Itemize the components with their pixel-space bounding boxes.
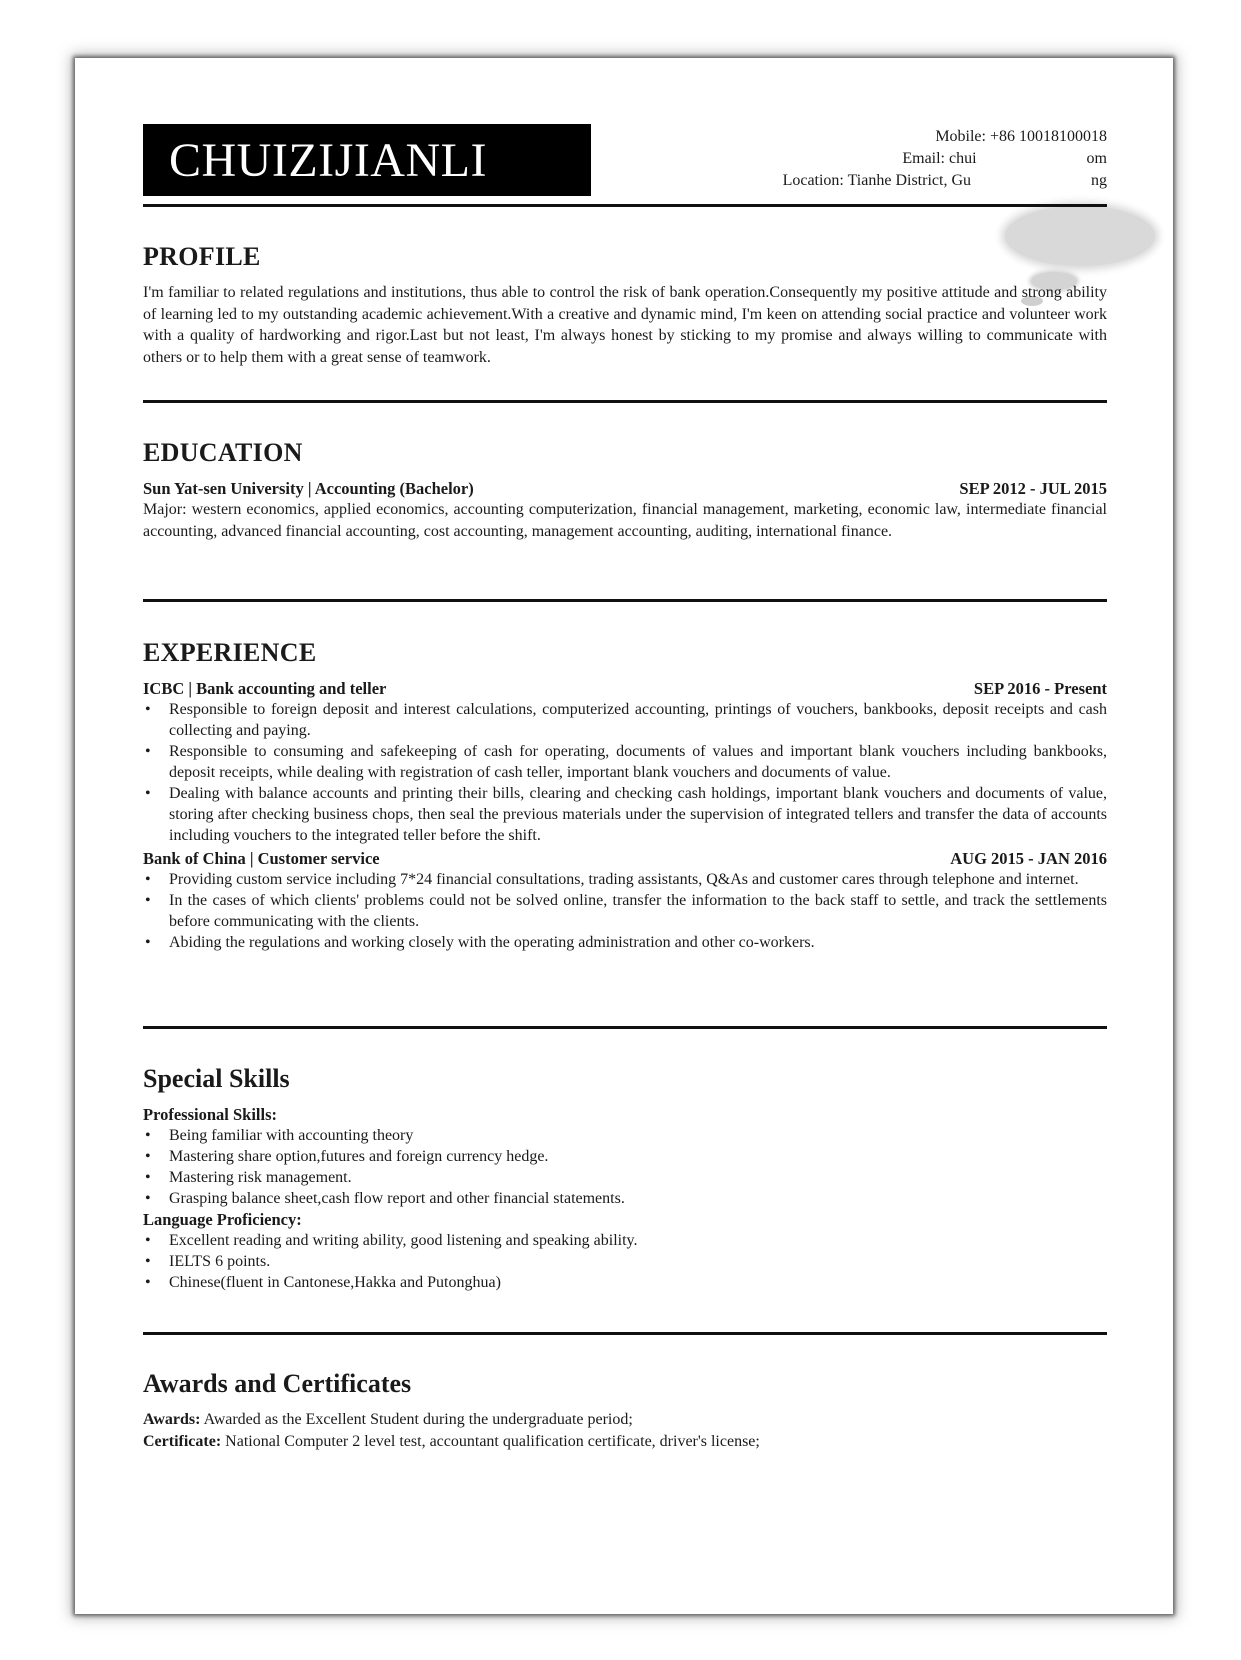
awards-section (143, 1369, 1107, 1453)
email-text: Email: chui (902, 150, 977, 167)
list-item: • Mastering risk management. (143, 1167, 1107, 1188)
section-title: Awards and Certificates (143, 1369, 412, 1398)
list-item: • Providing custom service including 7*24 financial consultations, trading assistants, Q&As and customer cares through telephone and internet. (143, 869, 1107, 890)
job-header-row (143, 678, 1107, 699)
job-entry (143, 848, 1107, 953)
resume-page (75, 58, 1173, 1614)
divider (143, 204, 1107, 207)
resume-header (143, 58, 1107, 218)
location-line (783, 170, 1107, 192)
list-item: • Mastering share option,futures and foreign currency hedge. (143, 1146, 1107, 1167)
list-item: • Responsible to consuming and safekeeping of cash for operating, documents of values and important blank vouchers including bankbooks, deposit receipts, while dealing with registration of cash teller, important blank vouchers and documents of value. (143, 741, 1107, 783)
mobile-line: Mobile: +86 10018100018 (935, 128, 1107, 145)
job-dates: AUG 2015 - JAN 2016 (950, 849, 1107, 868)
email-tail: om (1086, 150, 1107, 167)
list-item: • Grasping balance sheet,cash flow report and other financial statements. (143, 1188, 1107, 1209)
skills-section (143, 1064, 1107, 1293)
section-title: EDUCATION (143, 438, 303, 467)
awards-text: Awarded as the Excellent Student during the undergraduate period; (200, 1411, 633, 1428)
divider (143, 400, 1107, 403)
certificate-label: Certificate: (143, 1433, 222, 1450)
certificate-text: National Computer 2 level test, accountant qualification certificate, driver's license; (221, 1433, 760, 1450)
major-text: Major: western economics, applied economics, accounting computerization, financial management, marketing, economic law, intermediate financial accounting, advanced financial accounting, cost accounting, management accounting, auditing, international finance. (143, 501, 1107, 540)
job-bullets (143, 699, 1107, 846)
job-bullets (143, 869, 1107, 953)
awards-line (143, 1409, 1107, 1431)
job-entry (143, 678, 1107, 846)
school-name: Sun Yat-sen University | Accounting (Bachelor) (143, 479, 474, 498)
job-employer: ICBC | Bank accounting and teller (143, 679, 387, 698)
education-section (143, 438, 1107, 542)
education-dates: SEP 2012 - JUL 2015 (959, 479, 1107, 498)
job-header-row (143, 848, 1107, 869)
experience-section (143, 638, 1107, 953)
divider (143, 1332, 1107, 1335)
email-line (783, 148, 1107, 170)
list-item: • Chinese(fluent in Cantonese,Hakka and Putonghua) (143, 1272, 1107, 1293)
divider (143, 599, 1107, 602)
job-employer: Bank of China | Customer service (143, 849, 380, 868)
profile-text: I'm familiar to related regulations and institutions, thus able to control the risk of bank operation.Consequently my positive attitude and strong ability of learning led to my outstanding academic achievement.With a creative and dynamic mind, I'm keen on attending social practice and volunteer work with a quality of hardworking and rigor.Last but not least, I'm always honest by sticking to my promise and always willing to communicate with others or to help them with a great sense of teamwork. (143, 284, 1107, 366)
candidate-name: CHUIZIJIANLI (143, 124, 591, 196)
job-dates: SEP 2016 - Present (973, 679, 1107, 698)
contact-info (783, 126, 1107, 192)
section-title: PROFILE (143, 242, 261, 271)
section-title: Special Skills (143, 1064, 290, 1093)
list-item: • Responsible to foreign deposit and interest calculations, computerized accounting, printings of vouchers, bankbooks, deposit receipts and cash collecting and paying. (143, 699, 1107, 741)
profile-section (143, 242, 1107, 368)
awards-label: Awards: (143, 1411, 201, 1428)
list-item: • Excellent reading and writing ability, good listening and speaking ability. (143, 1230, 1107, 1251)
list-item: • Dealing with balance accounts and printing their bills, clearing and checking cash holdings, important blank vouchers and documents of value, storing after checking business chops, then seal the previous materials under the supervision of integrated tellers and transfer the data of accounts including vouchers to the integrated teller before the shift. (143, 783, 1107, 846)
language-skills-list (143, 1230, 1107, 1293)
location-text: Location: Tianhe District, Gu (782, 172, 971, 189)
list-item: • Being familiar with accounting theory (143, 1125, 1107, 1146)
certificate-line (143, 1431, 1107, 1453)
skills-subheading: Language Proficiency: (143, 1210, 302, 1229)
section-title: EXPERIENCE (143, 638, 317, 667)
list-item: • IELTS 6 points. (143, 1251, 1107, 1272)
resume-content (143, 58, 1107, 1450)
skills-subheading: Professional Skills: (143, 1105, 278, 1124)
divider (143, 1026, 1107, 1029)
professional-skills-list (143, 1125, 1107, 1209)
education-header-row (143, 478, 1107, 499)
location-tail: ng (1091, 172, 1107, 189)
list-item: • Abiding the regulations and working closely with the operating administration and other co-workers. (143, 932, 1107, 953)
list-item: • In the cases of which clients' problems could not be solved online, transfer the information to the back staff to settle, and track the settlements before communicating with the clients. (143, 890, 1107, 932)
